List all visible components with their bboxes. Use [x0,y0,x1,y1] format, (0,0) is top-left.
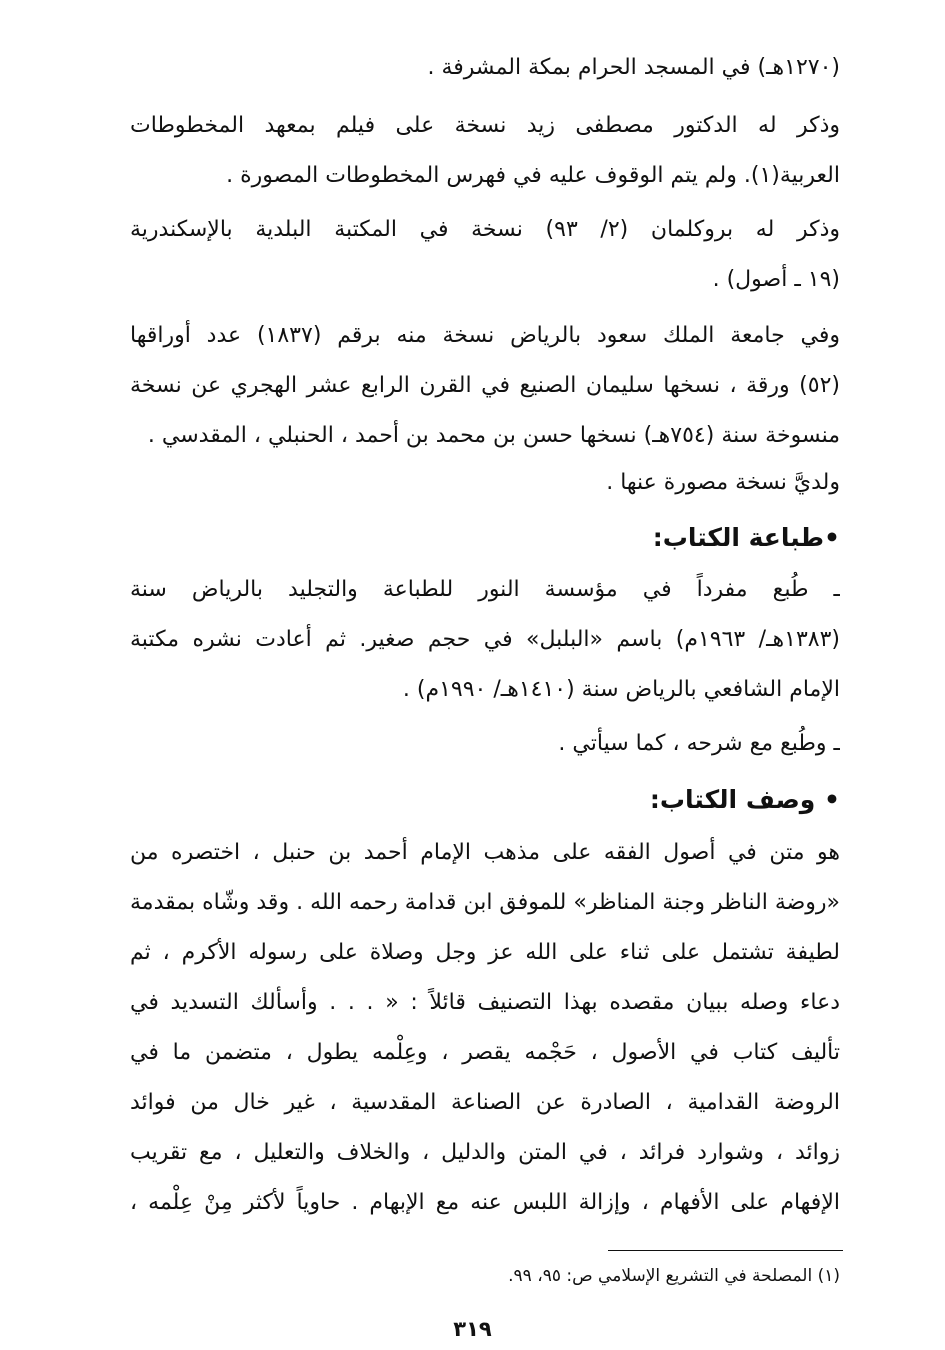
paragraph-book-description [130,828,840,1228]
text-line: هو متن في أصول الفقه على مذهب الإمام أحمد بن حنبل ، اختصره من [130,840,840,865]
paragraph-copy-note [130,458,840,508]
footnote: (١) المصلحة في التشريع الإسلامي ص: ٩٥، ٩٩. [508,1266,840,1286]
text-line: الروضة القدامية ، الصادرة عن الصناعة المقدسية ، غير خال من فوائد [130,1090,840,1115]
section-heading-description: • وصف الكتاب: [649,785,840,814]
text-line: وذكر له الدكتور مصطفى زيد نسخة على فيلم بمعهد المخطوطات [130,113,840,138]
text-line: (١٩ ـ أصول) . [712,267,840,292]
text-line: لطيفة تشتمل على ثناء على الله عز وجل وصلاة على رسوله الأكرم ، ثم [130,940,840,965]
paragraph-manuscript-riyadh [130,311,840,461]
text-line: ـ طُبع مفرداً في مؤسسة النور للطباعة والتجليد بالرياض سنة [130,577,840,602]
text-line: ولديَّ نسخة مصورة عنها . [606,470,840,495]
text-line: الإفهام على الأفهام ، وإزالة اللبس عنه مع الإبهام . حاوياً لأكثر مِنْ عِلْمه ، [130,1190,840,1215]
text-line: وفي جامعة الملك سعود بالرياض نسخة منه برقم (١٨٣٧) عدد أوراقها [130,323,840,348]
text-line: زوائد ، وشوارد فرائد ، في المتن والدليل ، والخلاف والتعليل ، مع تقريب [130,1140,840,1165]
text-line: (١٢٧٠هـ) في المسجد الحرام بمكة المشرفة . [427,55,840,80]
page-number: ٣١٩ [453,1317,492,1341]
paragraph-manuscript-institute [130,101,840,201]
text-line: (٥٢) ورقة ، نسخها سليمان الصنيع في القرن الرابع عشر الهجري عن نسخة [130,373,840,398]
paragraph-manuscript-meccan [130,43,840,93]
text-line: «روضة الناظر وجنة المناظر» للموفق ابن قدامة رحمه الله . وقد وشّاه بمقدمة [130,890,840,915]
text-line: العربية(١). ولم يتم الوقوف عليه في فهرس المخطوطات المصورة . [226,163,840,188]
text-line: الإمام الشافعي بالرياض سنة (١٤١٠هـ/ ١٩٩٠م) . [402,677,840,702]
text-line: منسوخة سنة (٧٥٤هـ) نسخها حسن بن محمد بن أحمد ، الحنبلي ، المقدسي . [147,423,840,448]
text-line: تأليف كتاب في الأصول ، حَجْمه يقصر ، وعِلْمه يطول ، متضمن ما في [130,1040,840,1065]
footnote-divider [608,1250,843,1251]
paragraph-manuscript-alexandria [130,205,840,305]
paragraph-printing-editions [130,565,840,715]
text-line: دعاء وصله ببيان مقصده بهذا التصنيف قائلاً : « . . . وأسألك التسديد في [130,990,840,1015]
section-heading-printing: •طباعة الكتاب: [652,523,840,552]
paragraph-printing-commentary [130,719,840,769]
text-line: ـ وطُبع مع شرحه ، كما سيأتي . [558,731,840,756]
text-line: وذكر له بروكلمان (٢/ ٩٣) نسخة في المكتبة البلدية بالإسكندرية [130,217,840,242]
text-line: (١٣٨٣هـ/ ١٩٦٣م) باسم «البلبل» في حجم صغير. ثم أعادت نشره مكتبة [130,627,840,652]
